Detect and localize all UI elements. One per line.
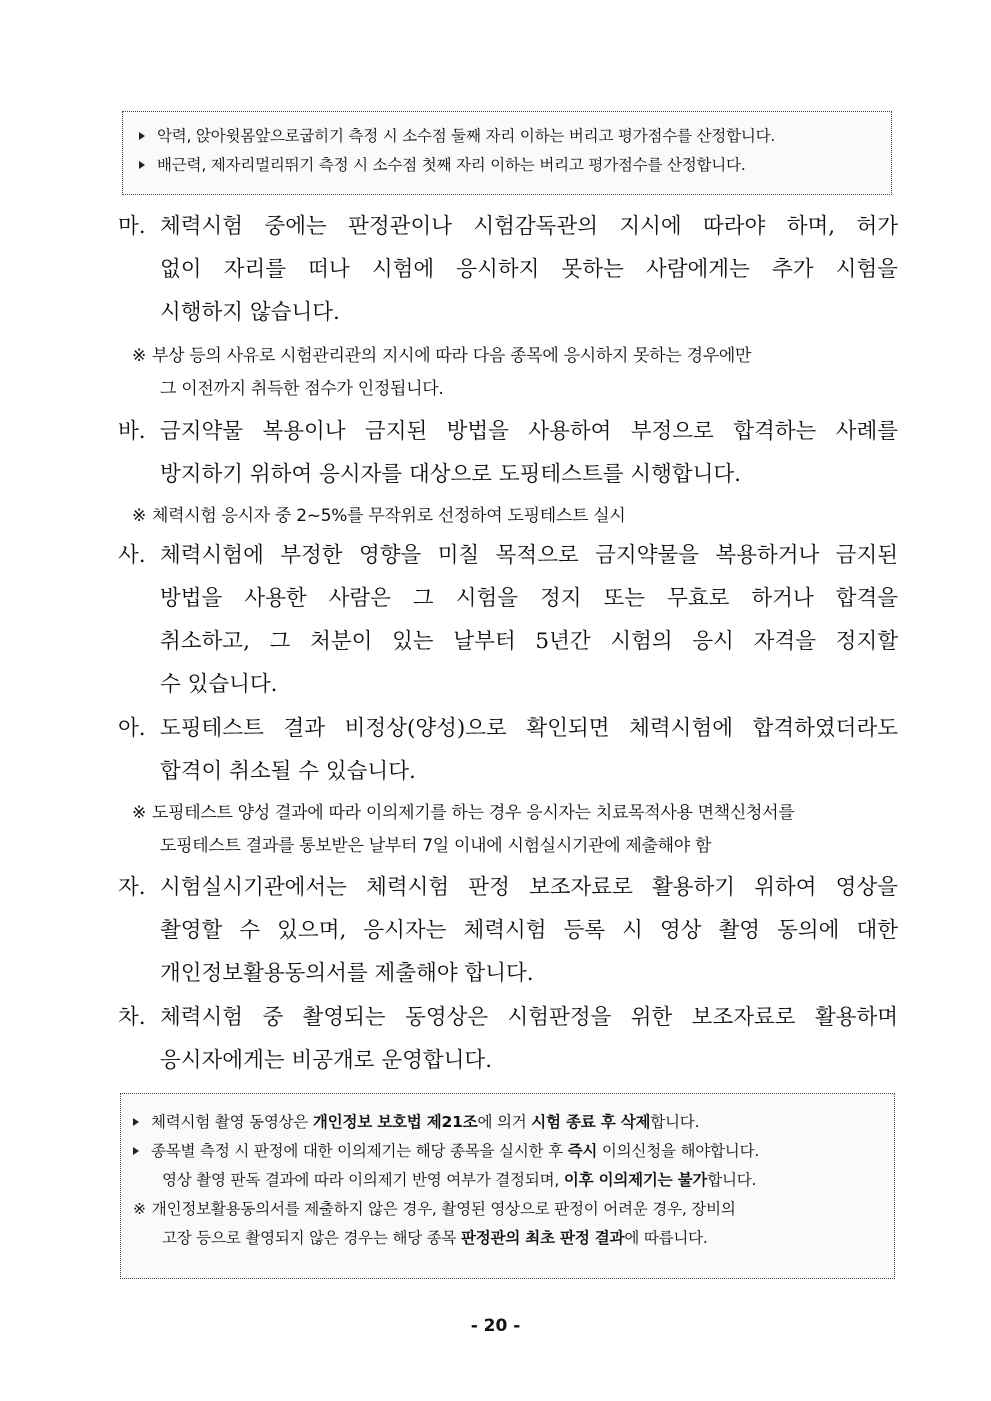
section-ja: 자. 시험실시기관에서는 체력시험 판정 보조자료로 활용하기 위하여 영상을 촬영할 수 있으며, 응시자는 체력시험 등록 시 영상 촬영 동의에 대한 개인정보활용동의서를 제출해야 합니다. (118, 866, 898, 995)
section-ma: 마. 체력시험 중에는 판정관이나 시험감독관의 지시에 따라야 하며, 허가 없이 자리를 떠나 시험에 응시하지 못하는 사람에게는 추가 시험을 시행하지 않습니다. (118, 205, 898, 334)
reference-mark: ※ (132, 506, 146, 526)
section-marker: 자. (118, 875, 146, 900)
reference-mark: ※ (133, 1200, 146, 1218)
reference-mark: ※ (132, 346, 146, 366)
triangle-bullet-icon (139, 161, 145, 169)
info-note-continuation: 고장 등으로 촬영되지 않은 경우는 해당 종목 판정관의 최초 판정 결과에 따릅니다. (162, 1229, 708, 1247)
section-marker: 바. (118, 419, 146, 444)
section-cha: 차. 체력시험 중 촬영되는 동영상은 시험판정을 위한 보조자료로 활용하며 응시자에게는 비공개로 운영합니다. (118, 996, 898, 1082)
triangle-bullet-icon (133, 1118, 139, 1126)
info-item: 배근력, 제자리멀리뛰기 측정 시 소수점 첫째 자리 이하는 버리고 평가점수를 산정합니다. (139, 151, 891, 180)
info-item: 체력시험 촬영 동영상은 개인정보 보호법 제21조에 의거 시험 종료 후 삭제합니다. (133, 1108, 882, 1137)
info-box-top (122, 111, 892, 195)
section-marker: 차. (118, 1005, 146, 1030)
info-item-continuation: 영상 촬영 판독 결과에 따라 이의제기 반영 여부가 결정되며, 이후 이의제기는 불가합니다. (162, 1171, 757, 1189)
section-a: 아. 도핑테스트 결과 비정상(양성)으로 확인되면 체력시험에 합격하였더라도 합격이 취소될 수 있습니다. (118, 707, 898, 793)
reference-mark: ※ (132, 803, 146, 823)
info-item: 종목별 측정 시 판정에 대한 이의제기는 해당 종목을 실시한 후 즉시 이의신청을 해야합니다. (133, 1137, 882, 1166)
note-ba: ※ 체력시험 응시자 중 2~5%를 무작위로 선정하여 도핑테스트 실시 (132, 506, 626, 526)
note-a: ※ 도핑테스트 양성 결과에 따라 이의제기를 하는 경우 응시자는 치료목적사용 면책신청서를 도핑테스트 결과를 통보받은 날부터 7일 이내에 시험실시기관에 제출해야 함 (132, 803, 795, 856)
info-note: ※ 개인정보활용동의서를 제출하지 않은 경우, 촬영된 영상으로 판정이 어려운 경우, 장비의 (133, 1200, 736, 1218)
page-number: - 20 - (470, 1316, 521, 1336)
info-box-bottom (120, 1093, 895, 1279)
section-ba: 바. 금지약물 복용이나 금지된 방법을 사용하여 부정으로 합격하는 사례를 방지하기 위하여 응시자를 대상으로 도핑테스트를 시행합니다. (118, 410, 898, 496)
info-item: 악력, 앉아윗몸앞으로굽히기 측정 시 소수점 둘째 자리 이하는 버리고 평가점수를 산정합니다. (139, 122, 891, 151)
section-marker: 사. (118, 543, 146, 568)
triangle-bullet-icon (133, 1147, 139, 1155)
section-sa: 사. 체력시험에 부정한 영향을 미칠 목적으로 금지약물을 복용하거나 금지된 방법을 사용한 사람은 그 시험을 정지 또는 무효로 하거나 합격을 취소하고, 그 처분이 있는 날부터 5년간 시험의 응시 자격을 정지할 수 있습니다. (118, 534, 898, 706)
note-ma: ※ 부상 등의 사유로 시험관리관의 지시에 따라 다음 종목에 응시하지 못하는 경우에만 그 이전까지 취득한 점수가 인정됩니다. (132, 346, 752, 399)
section-marker: 아. (118, 716, 146, 741)
triangle-bullet-icon (139, 132, 145, 140)
section-marker: 마. (118, 214, 146, 239)
